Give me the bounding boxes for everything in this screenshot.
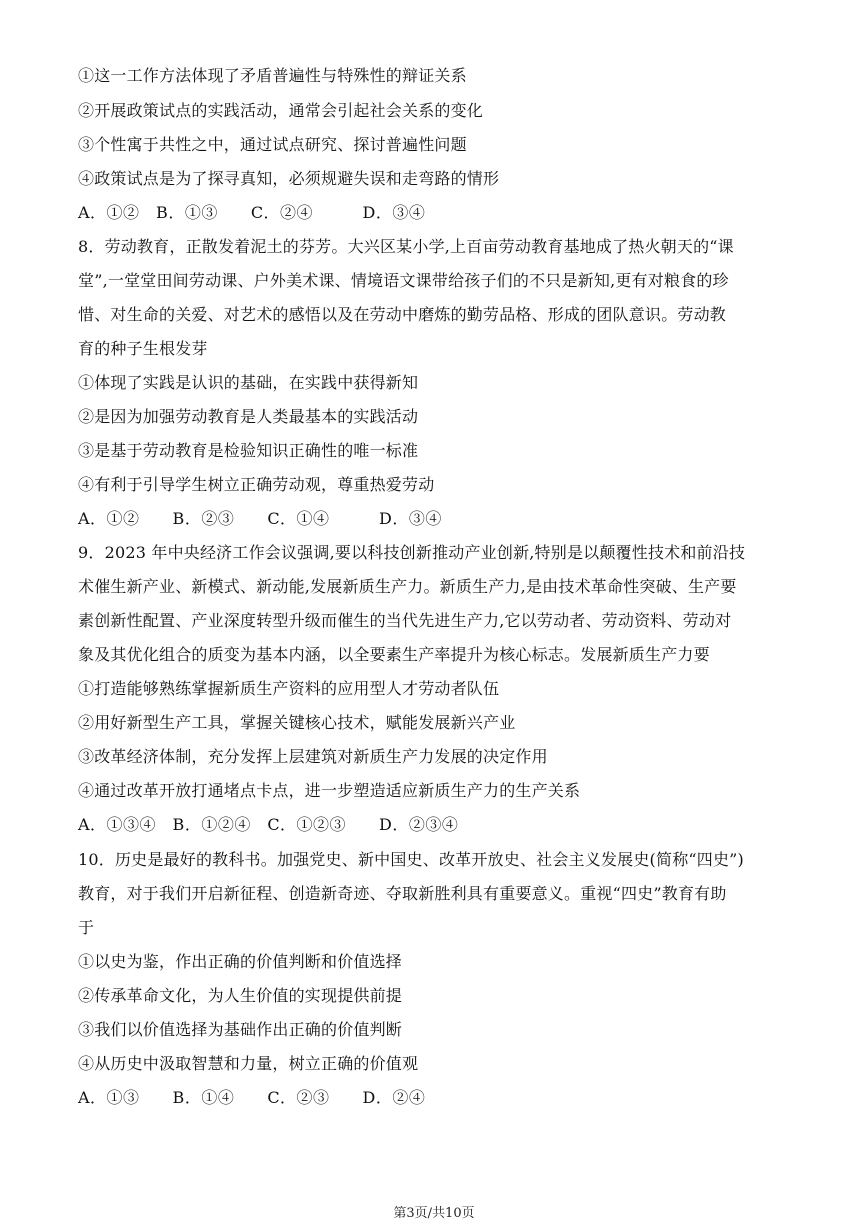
q10-option-2: ②传承革命文化，为人生价值的实现提供前提 [78, 986, 403, 1005]
q8-option-2: ②是因为加强劳动教育是人类最基本的实践活动 [78, 407, 419, 426]
q9-option-1: ①打造能够熟练掌握新质生产资料的应用型人才劳动者队伍 [78, 679, 500, 698]
q9-stem-line-2: 术催生新产业、新模式、新动能,发展新质生产力。新质生产力,是由技术革命性突破、生产要 [78, 577, 737, 596]
q9-stem-line-3: 素创新性配置、产业深度转型升级而催生的当代先进生产力,它以劳动者、劳动资料、劳动对 [78, 611, 732, 630]
q10-stem-line-1: 10．历史是最好的教科书。加强党史、新中国史、改革开放史、社会主义发展史(简称“四史”) [78, 850, 745, 869]
q7-option-2: ②开展政策试点的实践活动，通常会引起社会关系的变化 [78, 101, 484, 120]
q10-answer-choices: A．①③ B．①④ C．②③ D．②④ [78, 1088, 426, 1107]
q10-option-4: ④从历史中汲取智慧和力量，树立正确的价值观 [78, 1054, 419, 1073]
q7-option-1: ①这一工作方法体现了矛盾普遍性与特殊性的辩证关系 [78, 66, 467, 85]
q7-option-4: ④政策试点是为了探寻真知，必须规避失误和走弯路的情形 [78, 169, 500, 188]
page-number: 第3页/共10页 [393, 1206, 475, 1221]
q9-stem-line-4: 象及其优化组合的质变为基本内涵，以全要素生产率提升为核心标志。发展新质生产力要 [78, 645, 710, 664]
q9-option-4: ④通过改革开放打通堵点卡点，进一步塑造适应新质生产力的生产关系 [78, 781, 581, 800]
q10-stem-line-2: 教育，对于我们开启新征程、创造新奇迹、夺取新胜利具有重要意义。重视“四史”教育有助 [78, 884, 727, 903]
q10-stem-line-3: 于 [78, 918, 95, 937]
q7-answer-choices: A．①② B．①③ C．②④ D．③④ [78, 203, 426, 222]
q8-option-4: ④有利于引导学生树立正确劳动观，尊重热爱劳动 [78, 475, 435, 494]
q9-answer-choices: A．①③④ B．①②④ C．①②③ D．②③④ [78, 815, 459, 834]
q9-stem-line-1: 9．2023 年中央经济工作会议强调,要以科技创新推动产业创新,特别是以颠覆性技术和前沿技 [78, 543, 746, 562]
q10-option-3: ③我们以价值选择为基础作出正确的价值判断 [78, 1020, 403, 1039]
q8-stem-line-4: 育的种子生根发芽 [78, 339, 208, 358]
q8-option-1: ①体现了实践是认识的基础，在实践中获得新知 [78, 373, 419, 392]
q8-answer-choices: A．①② B．②③ C．①④ D．③④ [78, 509, 442, 528]
q8-stem-line-3: 惜、对生命的关爱、对艺术的感悟以及在劳动中磨炼的勤劳品格、形成的团队意识。劳动教 [78, 305, 727, 324]
q9-option-2: ②用好新型生产工具，掌握关键核心技术，赋能发展新兴产业 [78, 713, 516, 732]
q9-option-3: ③改革经济体制，充分发挥上层建筑对新质生产力发展的决定作用 [78, 747, 548, 766]
q8-stem-line-2: 堂”,一堂堂田间劳动课、户外美术课、情境语文课带给孩子们的不只是新知,更有对粮食的珍 [78, 271, 729, 290]
q8-stem-line-1: 8．劳动教育，正散发着泥土的芬芳。大兴区某小学,上百亩劳动教育基地成了热火朝天的“课 [78, 237, 734, 256]
q7-option-3: ③个性寓于共性之中，通过试点研究、探讨普遍性问题 [78, 135, 467, 154]
q10-option-1: ①以史为鉴，作出正确的价值判断和价值选择 [78, 952, 403, 971]
q8-option-3: ③是基于劳动教育是检验知识正确性的唯一标准 [78, 441, 419, 460]
